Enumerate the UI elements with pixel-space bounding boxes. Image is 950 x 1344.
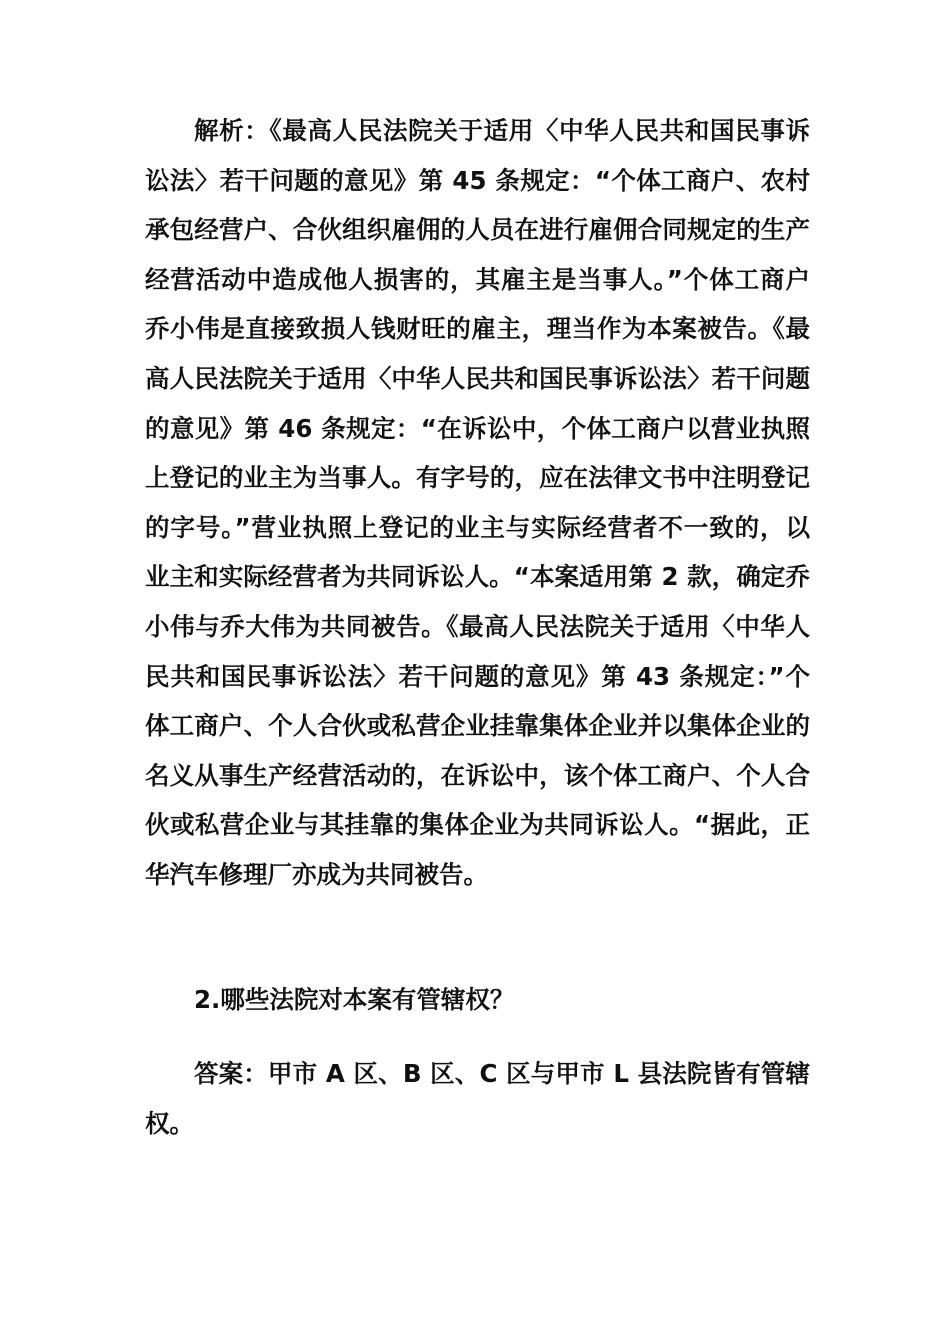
analysis-paragraph: 解析：《最高人民法院关于适用〈中华人民共和国民事诉讼法〉若干问题的意见》第 45 条规定：“个体工商户、农村承包经营户、合伙组织雇佣的人员在进行雇佣合同规定的生产经营活动中造成他人损害的，其雇主是当事人。”个体工商户乔小伟是直接致损人钱财旺的雇主，理当作为本案被告。《最高人民法院关于适用〈中华人民共和国民事诉讼法〉若干问题的意见》第 46 条规定：“在诉讼中，个体工商户以营业执照上登记的业主为当事人。有字号的，应在法律文书中注明登记的字号。”营业执照上登记的业主与实际经营者不一致的，以业主和实际经营者为共同诉讼人。“本案适用第 2 款，确定乔小伟与乔大伟为共同被告。《最高人民法院关于适用〈中华人民共和国民事诉讼法〉若干问题的意见》第 43 条规定：”个体工商户、个人合伙或私营企业挂靠集体企业并以集体企业的名义从事生产经营活动的，在诉讼中，该个体工商户、个人合伙或私营企业与其挂靠的集体企业为共同诉讼人。“据此，正华汽车修理厂亦成为共同被告。 [145, 116, 810, 889]
question-paragraph: 2.哪些法院对本案有管辖权？ [194, 985, 515, 1014]
answer-paragraph: 答案：甲市 A 区、B 区、C 区与甲市 L 县法院皆有管辖权。 [145, 1059, 810, 1138]
